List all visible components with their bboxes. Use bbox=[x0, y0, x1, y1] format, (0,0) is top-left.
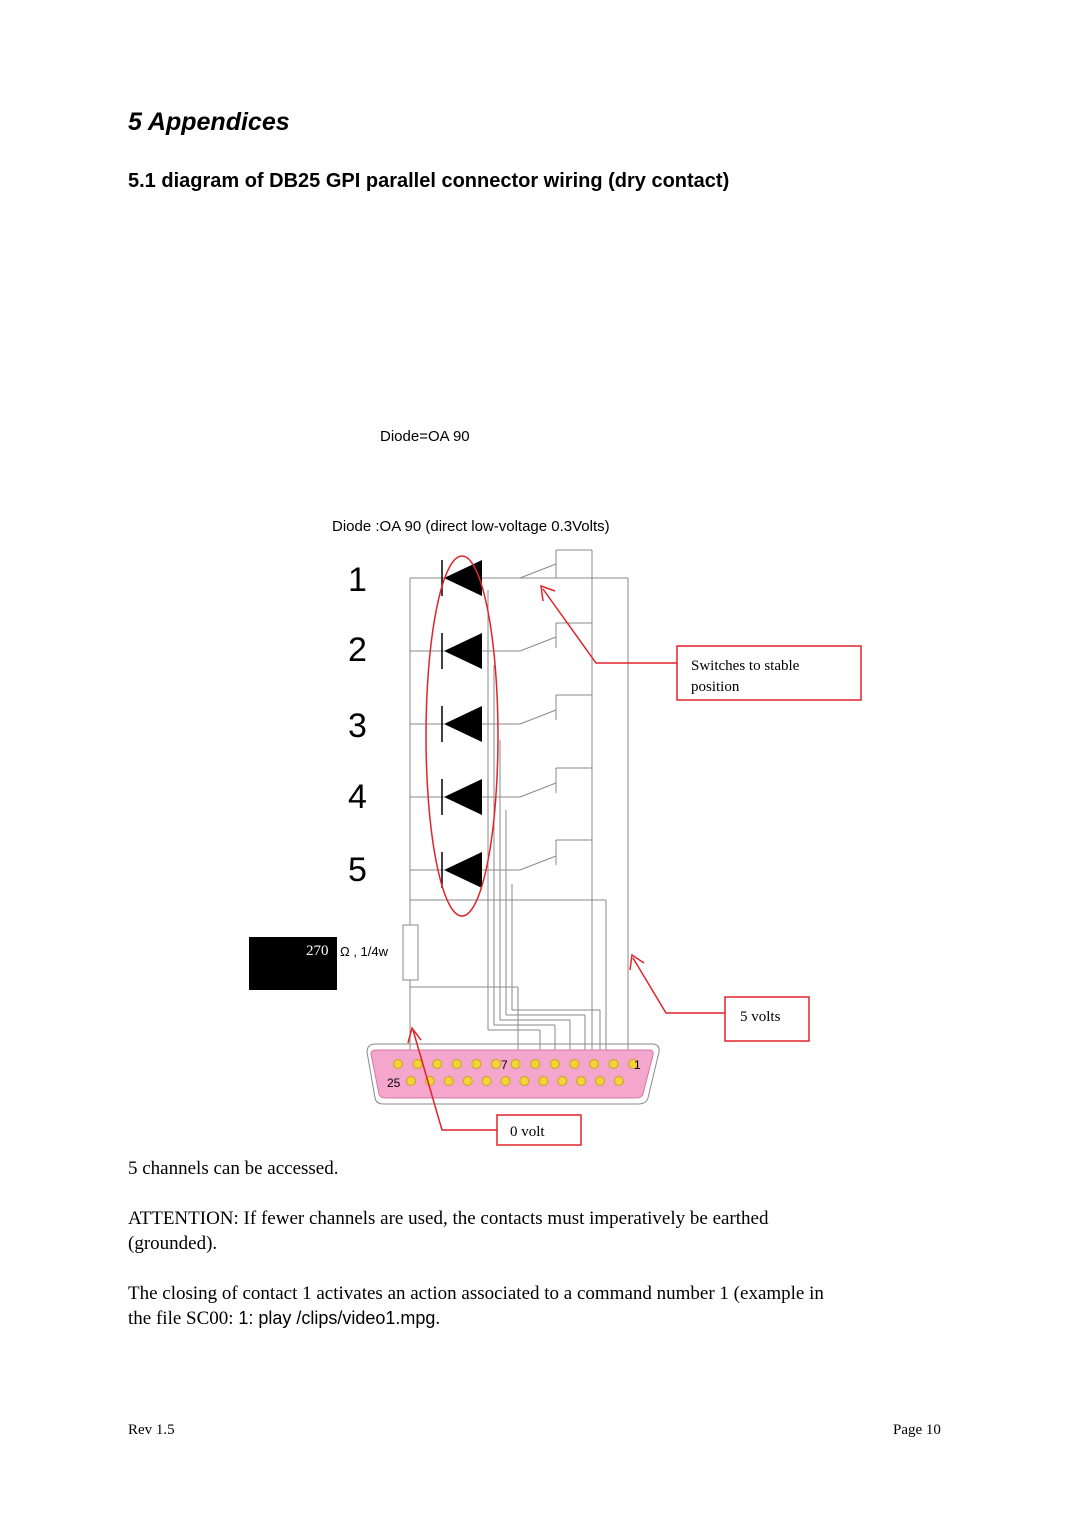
callout-switches-line2: position bbox=[691, 679, 740, 695]
callout-0-volt-label: 0 volt bbox=[510, 1124, 545, 1140]
callout-5-volts bbox=[630, 955, 809, 1041]
connector-pin bbox=[531, 1060, 540, 1069]
diode-icon bbox=[442, 706, 482, 742]
diode-icon bbox=[442, 779, 482, 815]
connector-pin bbox=[452, 1060, 461, 1069]
connector-pin bbox=[394, 1060, 403, 1069]
connector-pin bbox=[433, 1060, 442, 1069]
connector-pin bbox=[570, 1060, 579, 1069]
diode-icon bbox=[442, 633, 482, 669]
connector-pin bbox=[539, 1077, 548, 1086]
connector-pin bbox=[472, 1060, 481, 1069]
section-title: 5 Appendices bbox=[128, 108, 290, 136]
channel-numbers bbox=[348, 561, 367, 889]
paragraph-closing-line2 bbox=[128, 1306, 440, 1331]
footer-revision: Rev 1.5 bbox=[128, 1422, 175, 1438]
connector-pin bbox=[520, 1077, 529, 1086]
connector-pin bbox=[501, 1077, 510, 1086]
channel-number: 1 bbox=[348, 561, 367, 599]
diode-icon bbox=[442, 560, 482, 596]
diode-icon bbox=[442, 852, 482, 888]
paragraph-attention-line2: (grounded). bbox=[128, 1233, 218, 1254]
channel-number: 5 bbox=[348, 851, 367, 889]
connector-pin bbox=[444, 1077, 453, 1086]
diode-label-1: Diode=OA 90 bbox=[380, 428, 470, 445]
resistor-unit: Ω , 1/4w bbox=[340, 944, 389, 959]
closing-text-prefix: the file SC00: bbox=[128, 1308, 239, 1329]
subsection-title: 5.1 diagram of DB25 GPI parallel connector wiring (dry contact) bbox=[128, 170, 730, 192]
connector-pin bbox=[550, 1060, 559, 1069]
footer-page-number: Page 10 bbox=[893, 1422, 941, 1438]
channel-number: 4 bbox=[348, 778, 367, 816]
resistor-value: 270 bbox=[306, 943, 329, 959]
connector-pin bbox=[614, 1077, 623, 1086]
paragraph-channels: 5 channels can be accessed. bbox=[128, 1158, 339, 1179]
connector-pin bbox=[577, 1077, 586, 1086]
channel-number: 2 bbox=[348, 631, 367, 669]
connector-pin bbox=[407, 1077, 416, 1086]
connector-pin bbox=[558, 1077, 567, 1086]
connector-pin bbox=[482, 1077, 491, 1086]
callout-5-volts-label: 5 volts bbox=[740, 1009, 781, 1025]
connector-pin bbox=[413, 1060, 422, 1069]
command-example: 1: play /clips/video1.mpg bbox=[238, 1308, 436, 1328]
callout-switches-line1: Switches to stable bbox=[691, 658, 800, 674]
connector-pin bbox=[596, 1077, 605, 1086]
resistor-icon bbox=[403, 925, 418, 980]
connector-pin bbox=[511, 1060, 520, 1069]
connector-pin bbox=[590, 1060, 599, 1069]
closing-text-suffix: . bbox=[435, 1308, 441, 1329]
channel-number: 3 bbox=[348, 707, 367, 745]
callout-switches bbox=[541, 586, 861, 700]
diode-label-2: Diode :OA 90 (direct low-voltage 0.3Volts) bbox=[332, 518, 610, 535]
diodes bbox=[442, 560, 482, 888]
connector-pin bbox=[463, 1077, 472, 1086]
pin-label-7: 7 bbox=[501, 1058, 508, 1072]
paragraph-closing-line1: The closing of contact 1 activates an action associated to a command number 1 (example in bbox=[128, 1283, 824, 1304]
connector-pin bbox=[609, 1060, 618, 1069]
paragraph-attention-line1: ATTENTION: If fewer channels are used, the contacts must imperatively be earthed bbox=[128, 1208, 769, 1229]
pin-label-25: 25 bbox=[387, 1076, 401, 1090]
connector-pin bbox=[492, 1060, 501, 1069]
db25-connector bbox=[367, 1044, 659, 1104]
pin-label-1: 1 bbox=[634, 1058, 641, 1072]
